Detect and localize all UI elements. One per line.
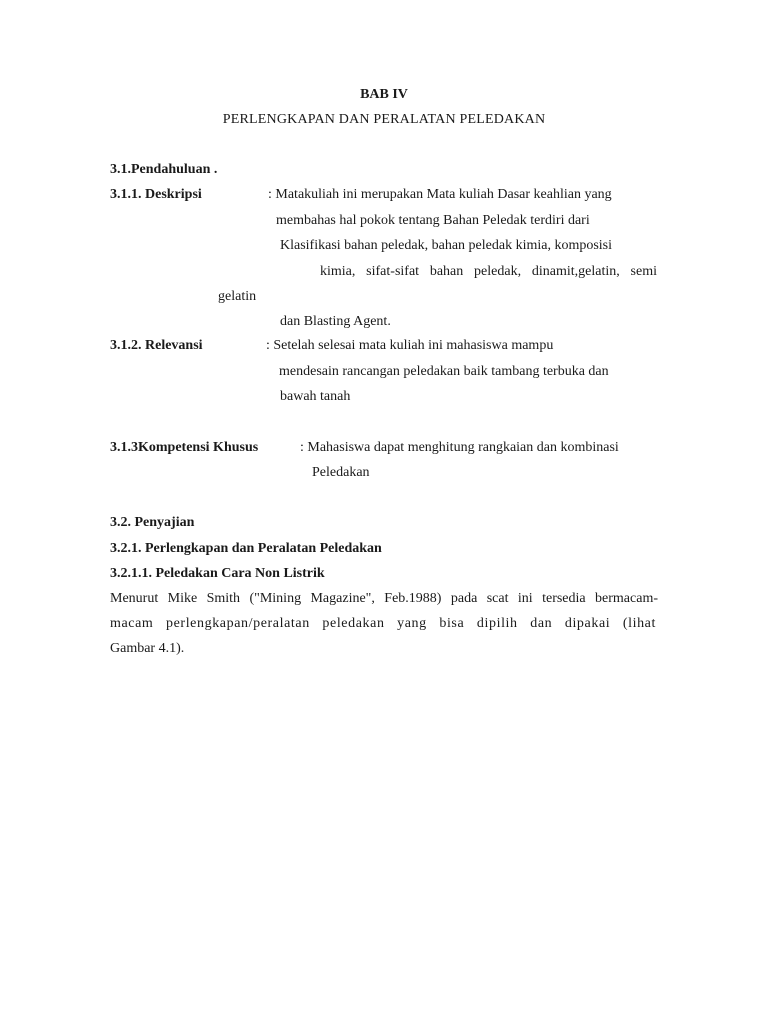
deskripsi-line: gelatin — [218, 289, 257, 304]
section-penyajian-heading: 3.2. Penyajian — [110, 515, 195, 530]
deskripsi-label: 3.1.1. Deskripsi — [110, 187, 202, 202]
section-pendahuluan-heading: 3.1.Pendahuluan . — [110, 162, 218, 177]
subsection-heading: 3.2.1. Perlengkapan dan Peralatan Peledakan — [110, 541, 382, 556]
body-paragraph-line: Gambar 4.1). — [110, 641, 185, 656]
deskripsi-line: dan Blasting Agent. — [280, 314, 391, 329]
relevansi-line: mendesain rancangan peledakan baik tambang terbuka dan — [279, 364, 609, 379]
kompetensi-line: Peledakan — [312, 465, 370, 480]
body-paragraph-line: Menurut Mike Smith ("Mining Magazine", Feb.1988) pada scat ini tersedia bermacam- — [110, 591, 658, 606]
deskripsi-line: membahas hal pokok tentang Bahan Peledak terdiri dari — [276, 213, 590, 228]
chapter-number: BAB IV — [360, 87, 408, 102]
deskripsi-line: Klasifikasi bahan peledak, bahan peledak kimia, komposisi — [280, 238, 613, 253]
chapter-title: PERLENGKAPAN DAN PERALATAN PELEDAKAN — [222, 112, 546, 127]
relevansi-line: bawah tanah — [280, 389, 351, 404]
relevansi-line: : Setelah selesai mata kuliah ini mahasiswa mampu — [266, 338, 554, 353]
deskripsi-line: : Matakuliah ini merupakan Mata kuliah Dasar keahlian yang — [268, 187, 612, 202]
relevansi-label: 3.1.2. Relevansi — [110, 338, 203, 353]
subsubsection-heading: 3.2.1.1. Peledakan Cara Non Listrik — [110, 566, 325, 581]
deskripsi-line: kimia, sifat-sifat bahan peledak, dinamit,gelatin, semi — [320, 264, 657, 279]
kompetensi-line: : Mahasiswa dapat menghitung rangkaian dan kombinasi — [300, 440, 619, 455]
body-paragraph-line: macam perlengkapan/peralatan peledakan yang bisa dipilih dan dipakai (lihat — [110, 616, 656, 631]
kompetensi-label: 3.1.3Kompetensi Khusus — [110, 440, 259, 455]
